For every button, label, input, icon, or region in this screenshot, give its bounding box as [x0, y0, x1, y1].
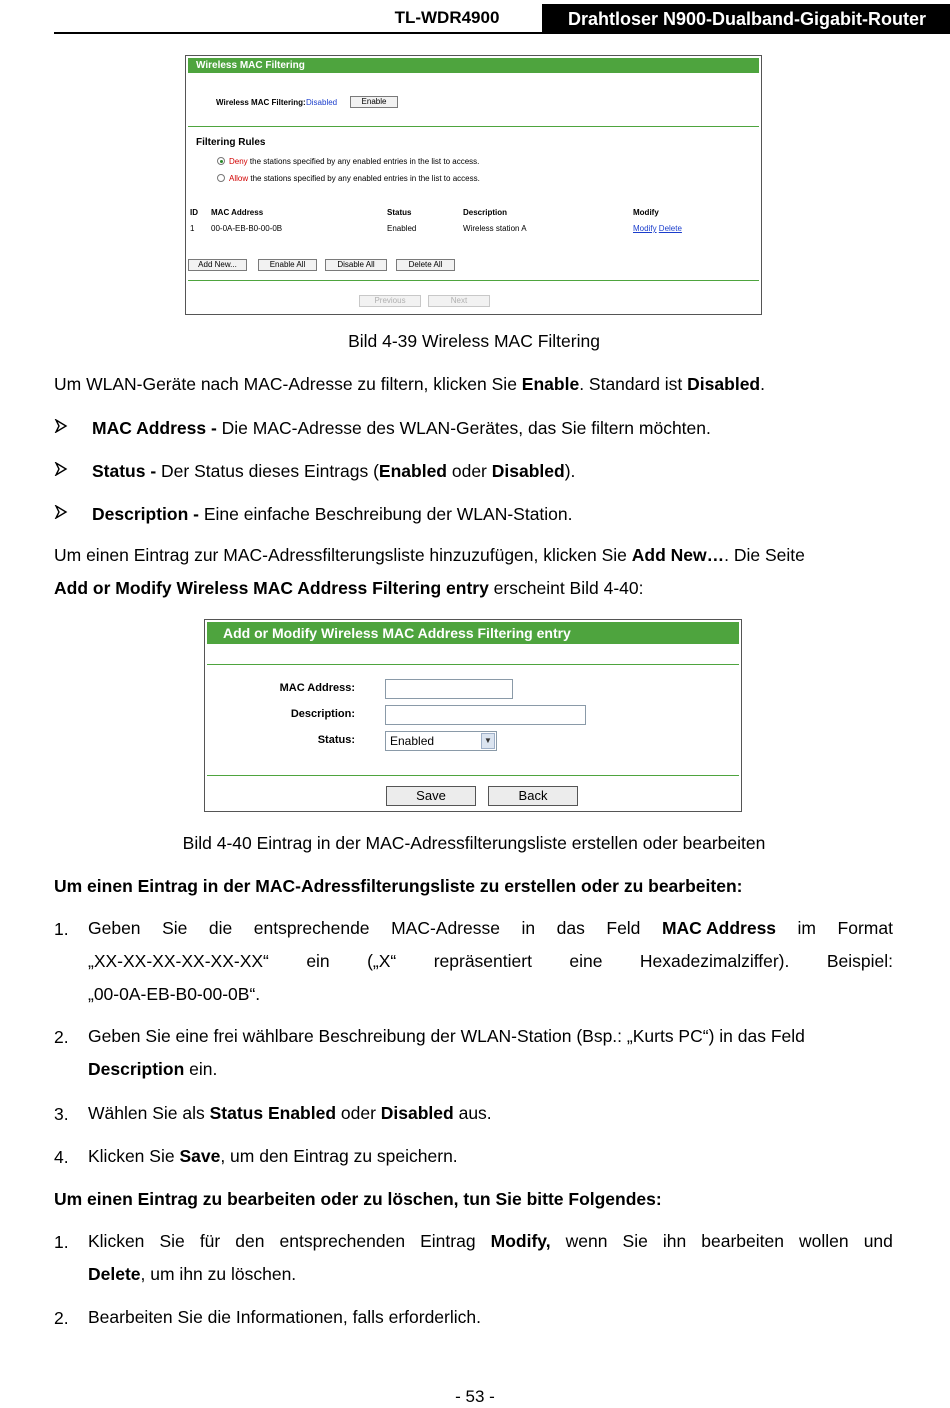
word: ein — [306, 951, 330, 971]
word: Format — [837, 918, 893, 938]
word: Hexadezimalziffer). — [639, 951, 790, 971]
enable-all-button[interactable]: Enable All — [258, 259, 317, 271]
bold-text: Disabled — [380, 1103, 454, 1123]
bold-text: Enabled — [378, 461, 447, 481]
divider — [207, 775, 739, 776]
bold-text: Enable — [521, 374, 580, 394]
col-id: ID — [190, 208, 198, 217]
panel-title: Wireless MAC Filtering — [188, 58, 759, 73]
row-description: Wireless station A — [463, 224, 527, 233]
screenshot-wireless-mac-filtering — [185, 55, 762, 315]
step-number: 1. — [54, 1232, 69, 1252]
word: Geben — [88, 918, 141, 938]
deny-radio[interactable] — [217, 157, 225, 165]
word: Sie — [162, 918, 188, 938]
bold-text: Modify, — [490, 1231, 551, 1251]
panel-title: Add or Modify Wireless MAC Address Filtering entry — [207, 622, 739, 644]
arrow-bullet-icon — [54, 462, 68, 476]
row-id: 1 — [190, 224, 195, 233]
add-new-button[interactable]: Add New... — [188, 259, 247, 271]
line — [88, 1059, 893, 1079]
step-number: 4. — [54, 1147, 69, 1167]
step-number: 2. — [54, 1027, 69, 1047]
row-actions — [633, 224, 682, 233]
bold-text: MAC Address — [661, 918, 777, 938]
delete-link[interactable]: Delete — [658, 224, 682, 233]
enable-button[interactable]: Enable — [350, 96, 398, 108]
text: Bearbeiten Sie die Informationen, falls erforderlich. — [88, 1307, 481, 1327]
deny-word: Deny — [229, 157, 248, 166]
col-description: Description — [463, 208, 508, 217]
text: oder — [336, 1103, 381, 1123]
word: den — [235, 1231, 265, 1251]
allow-radio[interactable] — [217, 174, 225, 182]
heading-create-edit: Um einen Eintrag in der MAC-Adressfilterungsliste zu erstellen oder zu bearbeiten: — [54, 876, 743, 896]
text: Klicken Sie — [88, 1146, 180, 1166]
text: oder — [447, 461, 492, 481]
text: Um WLAN-Geräte nach MAC-Adresse zu filtern, klicken Sie — [54, 374, 522, 394]
paragraph-enable — [54, 374, 894, 394]
col-mac: MAC Address — [211, 208, 264, 217]
bold-text: Status - — [92, 461, 162, 481]
page-header — [54, 2, 927, 34]
line — [88, 1264, 893, 1284]
word: das — [556, 918, 585, 938]
col-modify: Modify — [633, 208, 659, 217]
word: Beispiel: — [826, 951, 893, 971]
text: . Die Seite — [724, 545, 805, 565]
bold-text: MAC Address - — [92, 418, 222, 438]
allow-text: the stations specified by any enabled entries in the list to access. — [250, 174, 480, 183]
bold-text: Enabled — [267, 1103, 337, 1123]
text: , um ihn zu löschen. — [140, 1264, 297, 1284]
word: ihn — [662, 1231, 687, 1251]
word: wollen — [799, 1231, 849, 1251]
text: , um den Eintrag zu speichern. — [220, 1146, 458, 1166]
back-button[interactable]: Back — [488, 786, 578, 806]
bold-text: Disabled — [491, 461, 565, 481]
paragraph-add-new-line2 — [54, 578, 894, 598]
next-button[interactable]: Next — [428, 295, 490, 307]
bold-text: Description - — [92, 504, 204, 524]
deny-text: the stations specified by any enabled entries in the list to access. — [249, 157, 480, 166]
filter-label: Wireless MAC Filtering: — [216, 98, 306, 107]
disable-all-button[interactable]: Disable All — [325, 259, 387, 271]
delete-all-button[interactable]: Delete All — [396, 259, 455, 271]
bold-text: Delete — [88, 1264, 141, 1284]
product-name: Drahtloser N900-Dualband-Gigabit-Router — [542, 4, 950, 34]
word: die — [208, 918, 233, 938]
word: („X“ — [367, 951, 397, 971]
chevron-down-icon: ▼ — [481, 733, 495, 749]
arrow-bullet-icon — [54, 419, 68, 433]
word: Feld — [606, 918, 641, 938]
bold-text: Add or Modify Wireless MAC Address Filtering entry — [54, 578, 489, 598]
word: Klicken — [88, 1231, 145, 1251]
word: Eintrag — [420, 1231, 476, 1251]
caption-figure-4-39: Bild 4-39 Wireless MAC Filtering — [348, 331, 600, 351]
line — [88, 918, 893, 938]
bold-text: Disabled — [687, 374, 761, 394]
previous-button[interactable]: Previous — [359, 295, 421, 307]
word: wenn — [565, 1231, 608, 1251]
word: „XX-XX-XX-XX-XX-XX“ — [88, 951, 269, 971]
text: Eine einfache Beschreibung der WLAN-Station. — [203, 504, 573, 524]
text: erscheint Bild 4-40: — [488, 578, 644, 598]
allow-word: Allow — [229, 174, 249, 183]
line — [88, 951, 893, 971]
line — [88, 1231, 893, 1251]
row-status: Enabled — [387, 224, 417, 233]
status-select[interactable] — [385, 731, 497, 751]
word: im — [797, 918, 817, 938]
mac-address-input[interactable] — [385, 679, 513, 699]
text: Wählen Sie als — [88, 1103, 210, 1123]
word: entsprechende — [253, 918, 370, 938]
mac-address-label: MAC Address: — [279, 682, 355, 694]
description-label: Description: — [290, 708, 355, 720]
paragraph-add-new — [54, 545, 894, 565]
word: bearbeiten — [701, 1231, 784, 1251]
word: in — [521, 918, 536, 938]
divider — [188, 280, 759, 281]
word: repräsentiert — [433, 951, 532, 971]
status-label: Status: — [317, 734, 355, 746]
text: aus. — [453, 1103, 492, 1123]
filter-status: Disabled — [306, 98, 338, 107]
allow-option — [229, 174, 480, 183]
divider — [207, 664, 739, 665]
text: ein. — [184, 1059, 218, 1079]
description-input[interactable] — [385, 705, 586, 725]
line: Geben Sie eine frei wählbare Beschreibung der WLAN-Station (Bsp.: „Kurts PC“) in das Feld — [88, 1026, 805, 1046]
bold-text: Save — [179, 1146, 221, 1166]
text: Der Status dieses Eintrags ( — [161, 461, 379, 481]
divider — [188, 126, 759, 127]
word: Sie — [622, 1231, 648, 1251]
caption-figure-4-40: Bild 4-40 Eintrag in der MAC-Adressfilterungsliste erstellen oder bearbeiten — [182, 833, 766, 853]
step-number: 1. — [54, 919, 69, 939]
word: für — [199, 1231, 221, 1251]
text: Die MAC-Adresse des WLAN-Gerätes, das Sie filtern möchten. — [221, 418, 711, 438]
text: ). — [564, 461, 576, 481]
word: eine — [569, 951, 603, 971]
word: entsprechenden — [279, 1231, 406, 1251]
word: und — [863, 1231, 893, 1251]
heading-edit-delete: Um einen Eintrag zu bearbeiten oder zu löschen, tun Sie bitte Folgendes: — [54, 1189, 662, 1209]
step-number: 2. — [54, 1308, 69, 1328]
bold-text: Status — [209, 1103, 264, 1123]
modify-link[interactable]: Modify — [633, 224, 657, 233]
line: „00-0A-EB-B0-00-0B“. — [88, 984, 261, 1004]
text: Um einen Eintrag zur MAC-Adressfilterungsliste hinzuzufügen, klicken Sie — [54, 545, 632, 565]
bold-text: Description — [88, 1059, 185, 1079]
word: Sie — [159, 1231, 185, 1251]
rules-heading: Filtering Rules — [196, 137, 266, 148]
page-number: - 53 - — [455, 1387, 495, 1406]
arrow-bullet-icon — [54, 505, 68, 519]
word: MAC-Adresse — [391, 918, 500, 938]
step-number: 3. — [54, 1104, 69, 1124]
text: . — [760, 374, 765, 394]
col-status: Status — [387, 208, 412, 217]
bold-text: Add New… — [631, 545, 725, 565]
model-name: TL-WDR4900 — [394, 8, 500, 27]
save-button[interactable]: Save — [386, 786, 476, 806]
screenshot-add-modify-entry — [204, 619, 742, 812]
text: . Standard ist — [579, 374, 688, 394]
row-mac: 00-0A-EB-B0-00-0B — [211, 224, 283, 233]
status-value: Enabled — [390, 734, 435, 748]
deny-option — [229, 157, 479, 166]
